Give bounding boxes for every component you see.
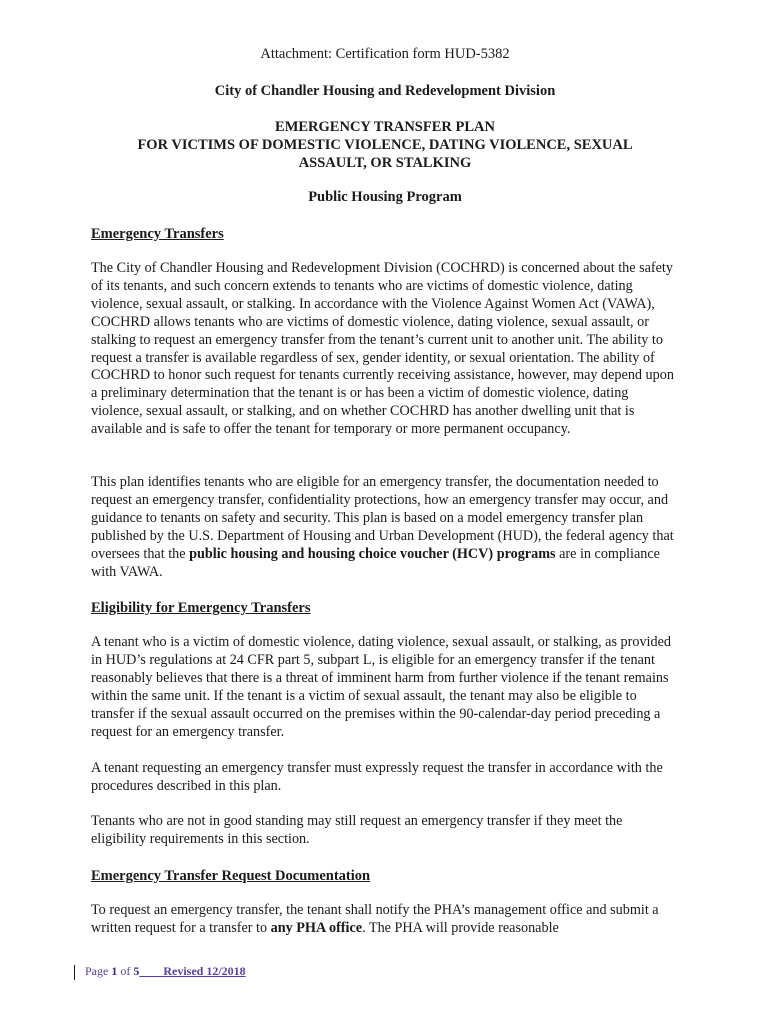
paragraph-bold-text: public housing and housing choice voucher (HCV) programs	[189, 545, 556, 562]
paragraph-text: To request an emergency transfer, the tenant shall notify the PHA’s management office and submit a written request for a transfer to	[91, 902, 659, 936]
footer-page-word: Page	[85, 964, 109, 978]
page-footer	[74, 963, 246, 980]
program-title: Public Housing Program	[308, 189, 462, 205]
attachment-line: Attachment: Certification form HUD-5382	[260, 46, 510, 62]
paragraph-text: are in compliance with VAWA.	[91, 545, 660, 580]
paragraph-bold-text: any PHA office	[270, 919, 363, 936]
paragraph-text: . The PHA will provide reasonable	[362, 919, 559, 936]
paragraph-documentation-1	[91, 902, 681, 938]
organization-title: City of Chandler Housing and Redevelopment Division	[214, 83, 556, 99]
footer-revised-text: Revised 12/2018	[163, 964, 246, 978]
paragraph-eligibility-1: A tenant who is a victim of domestic violence, dating violence, sexual assault, or stalking, as provided in HUD’s regulations at 24 CFR part 5, subpart L, is eligible for an emergency transfer if the tenant reasonably believes that there is a threat of imminent harm from further violence if the tenant remains within the same unit. If the tenant is a victim of sexual assault, the tenant may also be eligible to transfer if the sexual assault occurred on the premises within the 90-calendar-day period preceding a request for an emergency transfer.	[91, 634, 671, 740]
paragraph-eligibility-3: Tenants who are not in good standing may still request an emergency transfer if they meet the eligibility requirements in this section.	[91, 813, 623, 847]
paragraph-emergency-transfers-2	[91, 474, 681, 581]
footer-page-number: 1	[111, 964, 118, 978]
paragraph-eligibility-2: A tenant requesting an emergency transfer must expressly request the transfer in accordance with the procedures described in this plan.	[91, 760, 663, 794]
paragraph-emergency-transfers-1: The City of Chandler Housing and Redevelopment Division (COCHRD) is concerned about the safety of its tenants, and such concern extends to tenants who are victims of domestic violence, dating violence, sexual assault, or stalking. In accordance with the Violence Against Women Act (VAWA), COCHRD allows tenants who are victims of domestic violence, dating violence, sexual assault, or stalking to request an emergency transfer from the tenant’s current unit to another unit. The ability to request a transfer is available regardless of sex, gender identity, or sexual orientation. The ability of COCHRD to honor such request for tenants currently receiving assistance, however, may depend upon a preliminary determination that the tenant is or has been a victim of domestic violence, dating violence, sexual assault, or stalking, and on whether COCHRD has another dwelling unit that is available and is safe to offer the tenant for temporary or more permanent occupancy.	[91, 260, 674, 438]
footer-of-word: of	[120, 964, 131, 978]
footer-page-total: 5	[133, 964, 140, 978]
plan-title-line-2: FOR VICTIMS OF DOMESTIC VIOLENCE, DATING VIOLENCE, SEXUAL	[137, 137, 633, 153]
footer-revised-date	[139, 964, 245, 978]
section-heading-documentation: Emergency Transfer Request Documentation	[91, 868, 371, 884]
plan-title-line-1: EMERGENCY TRANSFER PLAN	[275, 119, 495, 135]
section-heading-eligibility: Eligibility for Emergency Transfers	[91, 600, 311, 616]
plan-title-line-3: ASSAULT, OR STALKING	[298, 155, 472, 171]
section-heading-emergency-transfers: Emergency Transfers	[91, 226, 224, 242]
paragraph-text: This plan identifies tenants who are eligible for an emergency transfer, the documentation needed to request an emergency transfer, confidentiality protections, how an emergency transfer may occur, and guidance to tenants on safety and security. This plan is based on a model emergency transfer plan published by the U.S. Department of Housing and Urban Development (HUD), the federal agency that oversees that the	[91, 474, 674, 562]
footer-divider	[74, 965, 75, 980]
